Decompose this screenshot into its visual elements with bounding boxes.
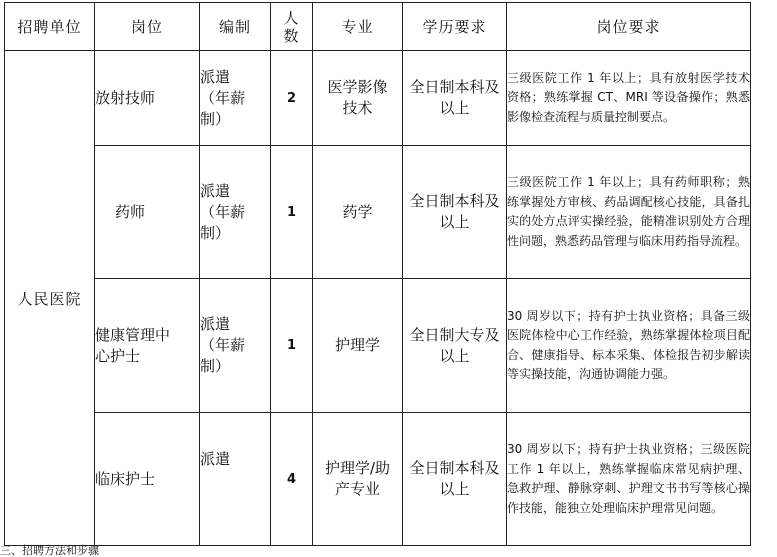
header-major: 专业 bbox=[313, 3, 403, 51]
header-position: 岗位 bbox=[95, 3, 200, 51]
major-cell bbox=[313, 51, 403, 146]
staffing-cell bbox=[200, 146, 271, 279]
position-cell: 药师 bbox=[95, 146, 200, 279]
staffing-text: 派遣（年薪制） bbox=[200, 181, 246, 242]
count-cell: 4 bbox=[271, 413, 313, 546]
position-cell bbox=[95, 279, 200, 413]
major-cell bbox=[313, 413, 403, 546]
position-cell: 临床护士 bbox=[95, 413, 200, 546]
table-row bbox=[5, 51, 751, 146]
requirements-cell: 30 周岁以下；持有护士执业资格；三级医院工作 1 年以上，熟练掌握临床常见病护理、急救护理、静脉穿刺、护理文书书写等核心操作技能，能独立处理临床护理常见问题。 bbox=[507, 413, 751, 546]
header-unit: 招聘单位 bbox=[5, 3, 95, 51]
education-cell bbox=[403, 279, 507, 413]
header-requirements: 岗位要求 bbox=[507, 3, 751, 51]
count-cell: 1 bbox=[271, 279, 313, 413]
requirements-cell: 三级医院工作 1 年以上；具有放射医学技术资格；熟练掌握 CT、MRI 等设备操作；熟悉影像检查流程与质量控制要点。 bbox=[507, 51, 751, 146]
staffing-cell bbox=[200, 279, 271, 413]
position-cell: 放射技师 bbox=[95, 51, 200, 146]
header-staffing: 编制 bbox=[200, 3, 271, 51]
table-row bbox=[5, 413, 751, 546]
unit-cell: 人民医院 bbox=[5, 51, 95, 546]
major-text: 护理学/助产专业 bbox=[324, 459, 391, 498]
section-heading: 三、招聘方法和步骤 bbox=[0, 544, 99, 557]
education-text: 全日制本科及以上 bbox=[409, 459, 500, 498]
education-text: 全日制大专及以上 bbox=[409, 325, 500, 365]
recruitment-table bbox=[4, 2, 751, 546]
requirements-cell: 30 周岁以下；持有护士执业资格；具备三级医院体检中心工作经验，熟练掌握体检项目配合、健康指导、标本采集、体检报告初步解读等实操技能，沟通协调能力强。 bbox=[507, 279, 751, 413]
staffing-text: 派遣（年薪制） bbox=[200, 315, 246, 375]
staffing-cell bbox=[200, 51, 271, 146]
table-row bbox=[5, 146, 751, 279]
major-cell: 护理学 bbox=[313, 279, 403, 413]
education-text: 全日制本科及以上 bbox=[409, 192, 500, 231]
table-row bbox=[5, 279, 751, 413]
count-cell: 2 bbox=[271, 51, 313, 146]
education-cell bbox=[403, 146, 507, 279]
education-cell bbox=[403, 51, 507, 146]
major-text: 医学影像技术 bbox=[327, 78, 388, 117]
header-education: 学历要求 bbox=[403, 3, 507, 51]
staffing-text: 派遣（年薪制） bbox=[200, 67, 246, 128]
position-text: 健康管理中心护士 bbox=[95, 325, 171, 365]
count-cell: 1 bbox=[271, 146, 313, 279]
staffing-cell: 派遣 bbox=[200, 413, 271, 546]
requirements-cell: 三级医院工作 1 年以上；具有药师职称；熟练掌握处方审核、药品调配核心技能，具备扎实的处方点评实操经验，能精准识别处方合理性问题，熟悉药品管理与临床用药指导流程。 bbox=[507, 146, 751, 279]
education-cell bbox=[403, 413, 507, 546]
major-cell: 药学 bbox=[313, 146, 403, 279]
header-count-label: 人数 bbox=[283, 8, 300, 45]
header-count bbox=[271, 3, 313, 51]
education-text: 全日制本科及以上 bbox=[409, 78, 500, 117]
header-row bbox=[5, 3, 751, 51]
